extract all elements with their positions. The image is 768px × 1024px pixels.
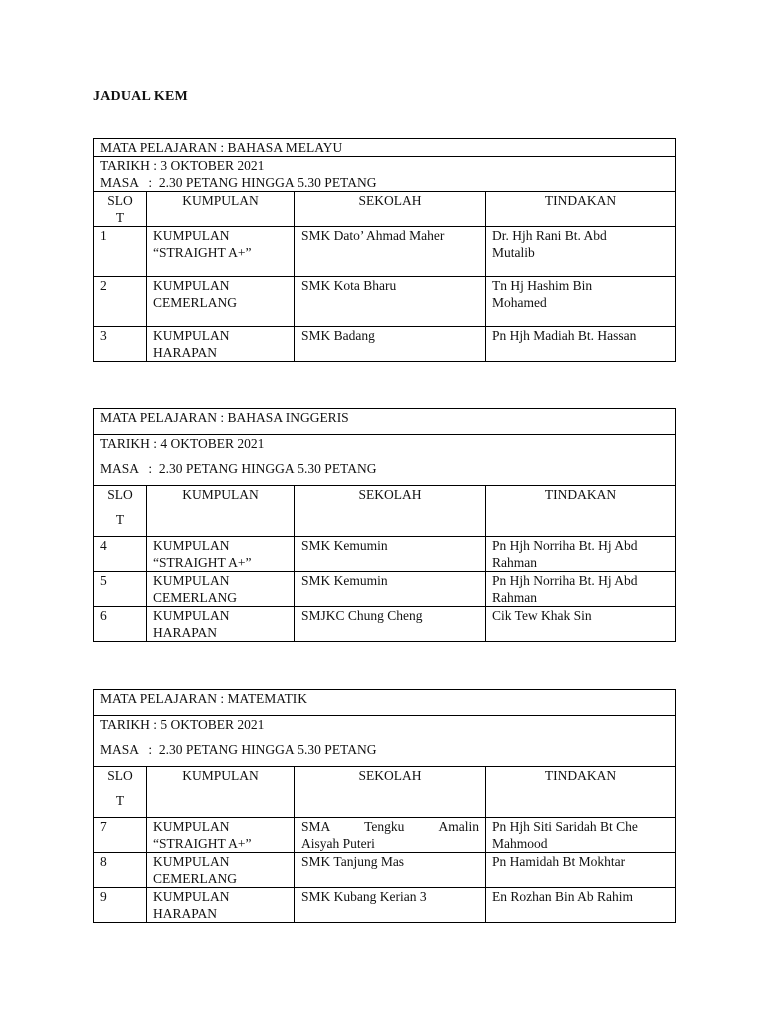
action-line2: Rahman [492, 555, 537, 570]
school-cell: SMK Dato’ Ahmad Maher [295, 227, 486, 277]
slot-cell: 1 [94, 227, 147, 277]
subject-cell: MATA PELAJARAN : MATEMATIK [94, 690, 676, 716]
sekolah-header: SEKOLAH [295, 192, 486, 227]
action-line2: Mohamed [492, 295, 547, 310]
school-cell: SMK Kemumin [295, 572, 486, 607]
date-time-row [94, 435, 676, 486]
group-line2: “STRAIGHT A+” [153, 555, 252, 570]
action-cell [486, 277, 676, 327]
school-cell: SMK Badang [295, 327, 486, 362]
slot-cell: 7 [94, 818, 147, 853]
subject-cell: MATA PELAJARAN : BAHASA MELAYU [94, 139, 676, 157]
school-cell: SMK Kota Bharu [295, 277, 486, 327]
schedule-table-bahasa-inggeris [93, 408, 676, 642]
slot-header-part1: SLO [107, 487, 133, 502]
table-row [94, 572, 676, 607]
slot-cell: 9 [94, 888, 147, 923]
group-line1: KUMPULAN [153, 573, 230, 588]
slot-header-part2: T [115, 793, 125, 808]
action-cell [486, 818, 676, 853]
time-text: MASA : 2.30 PETANG HINGGA 5.30 PETANG [100, 742, 377, 757]
group-line1: KUMPULAN [153, 328, 230, 343]
slot-cell: 2 [94, 277, 147, 327]
action-line1: Tn Hj Hashim Bin [492, 278, 593, 293]
slot-cell: 5 [94, 572, 147, 607]
table-row [94, 607, 676, 642]
group-cell [147, 537, 295, 572]
date-text: TARIKH : 4 OKTOBER 2021 [100, 436, 265, 451]
group-cell [147, 607, 295, 642]
action-cell: En Rozhan Bin Ab Rahim [486, 888, 676, 923]
group-line1: KUMPULAN [153, 538, 230, 553]
time-text: MASA : 2.30 PETANG HINGGA 5.30 PETANG [100, 175, 377, 190]
group-line2: “STRAIGHT A+” [153, 245, 252, 260]
table-row [94, 888, 676, 923]
kumpulan-header: KUMPULAN [147, 767, 295, 818]
group-line2: CEMERLANG [153, 871, 237, 886]
school-cell: SMK Tanjung Mas [295, 853, 486, 888]
slot-cell: 8 [94, 853, 147, 888]
slot-header [94, 767, 147, 818]
group-line1: KUMPULAN [153, 228, 230, 243]
table-row [94, 537, 676, 572]
table-row [94, 818, 676, 853]
time-text: MASA : 2.30 PETANG HINGGA 5.30 PETANG [100, 461, 377, 476]
group-line2: “STRAIGHT A+” [153, 836, 252, 851]
slot-header [94, 486, 147, 537]
sekolah-header: SEKOLAH [295, 486, 486, 537]
schedule-table-bahasa-melayu [93, 138, 676, 362]
action-line2: Rahman [492, 590, 537, 605]
action-line1: Dr. Hjh Rani Bt. Abd [492, 228, 607, 243]
document-title: JADUAL KEM [93, 89, 188, 104]
kumpulan-header: KUMPULAN [147, 486, 295, 537]
date-time-cell [94, 435, 676, 486]
action-line1: Pn Hjh Norriha Bt. Hj Abd [492, 573, 638, 588]
group-cell [147, 888, 295, 923]
action-line2: Mutalib [492, 245, 535, 260]
subject-row [94, 690, 676, 716]
slot-header-part1: SLO [107, 193, 133, 208]
slot-cell: 4 [94, 537, 147, 572]
date-time-cell [94, 716, 676, 767]
column-header-row [94, 767, 676, 818]
subject-row [94, 139, 676, 157]
kumpulan-header: KUMPULAN [147, 192, 295, 227]
group-cell [147, 227, 295, 277]
sekolah-header: SEKOLAH [295, 767, 486, 818]
group-line2: HARAPAN [153, 345, 218, 360]
school-cell [295, 818, 486, 853]
action-line1: Pn Hjh Norriha Bt. Hj Abd [492, 538, 638, 553]
action-line1: Pn Hjh Siti Saridah Bt Che [492, 819, 638, 834]
slot-header-part2: T [115, 512, 125, 527]
group-line2: CEMERLANG [153, 590, 237, 605]
action-cell [486, 227, 676, 277]
group-line1: KUMPULAN [153, 889, 230, 904]
tindakan-header: TINDAKAN [486, 486, 676, 537]
date-text: TARIKH : 5 OKTOBER 2021 [100, 717, 265, 732]
action-cell: Cik Tew Khak Sin [486, 607, 676, 642]
column-header-row [94, 192, 676, 227]
table-row [94, 853, 676, 888]
date-time-row [94, 157, 676, 192]
action-cell: Pn Hjh Madiah Bt. Hassan [486, 327, 676, 362]
slot-cell: 6 [94, 607, 147, 642]
school-line1: SMA Tengku Amalin [301, 819, 479, 834]
action-cell: Pn Hamidah Bt Mokhtar [486, 853, 676, 888]
slot-header [94, 192, 147, 227]
group-cell [147, 818, 295, 853]
tindakan-header: TINDAKAN [486, 767, 676, 818]
group-line1: KUMPULAN [153, 819, 230, 834]
date-time-row [94, 716, 676, 767]
action-cell [486, 537, 676, 572]
subject-row [94, 409, 676, 435]
slot-cell: 3 [94, 327, 147, 362]
action-line2: Mahmood [492, 836, 548, 851]
group-line1: KUMPULAN [153, 854, 230, 869]
schedule-table-matematik [93, 689, 676, 923]
table-row [94, 327, 676, 362]
date-time-cell [94, 157, 676, 192]
table-row [94, 227, 676, 277]
group-line2: CEMERLANG [153, 295, 237, 310]
group-cell [147, 853, 295, 888]
group-cell [147, 277, 295, 327]
group-line2: HARAPAN [153, 906, 218, 921]
group-line2: HARAPAN [153, 625, 218, 640]
tindakan-header: TINDAKAN [486, 192, 676, 227]
school-cell: SMK Kubang Kerian 3 [295, 888, 486, 923]
date-text: TARIKH : 3 OKTOBER 2021 [100, 158, 265, 173]
subject-cell: MATA PELAJARAN : BAHASA INGGERIS [94, 409, 676, 435]
group-cell [147, 327, 295, 362]
slot-header-part1: SLO [107, 768, 133, 783]
school-cell: SMJKC Chung Cheng [295, 607, 486, 642]
slot-header-part2: T [115, 210, 125, 225]
school-cell: SMK Kemumin [295, 537, 486, 572]
school-line2: Aisyah Puteri [301, 836, 375, 851]
group-line1: KUMPULAN [153, 608, 230, 623]
group-cell [147, 572, 295, 607]
action-cell [486, 572, 676, 607]
group-line1: KUMPULAN [153, 278, 230, 293]
table-row [94, 277, 676, 327]
column-header-row [94, 486, 676, 537]
